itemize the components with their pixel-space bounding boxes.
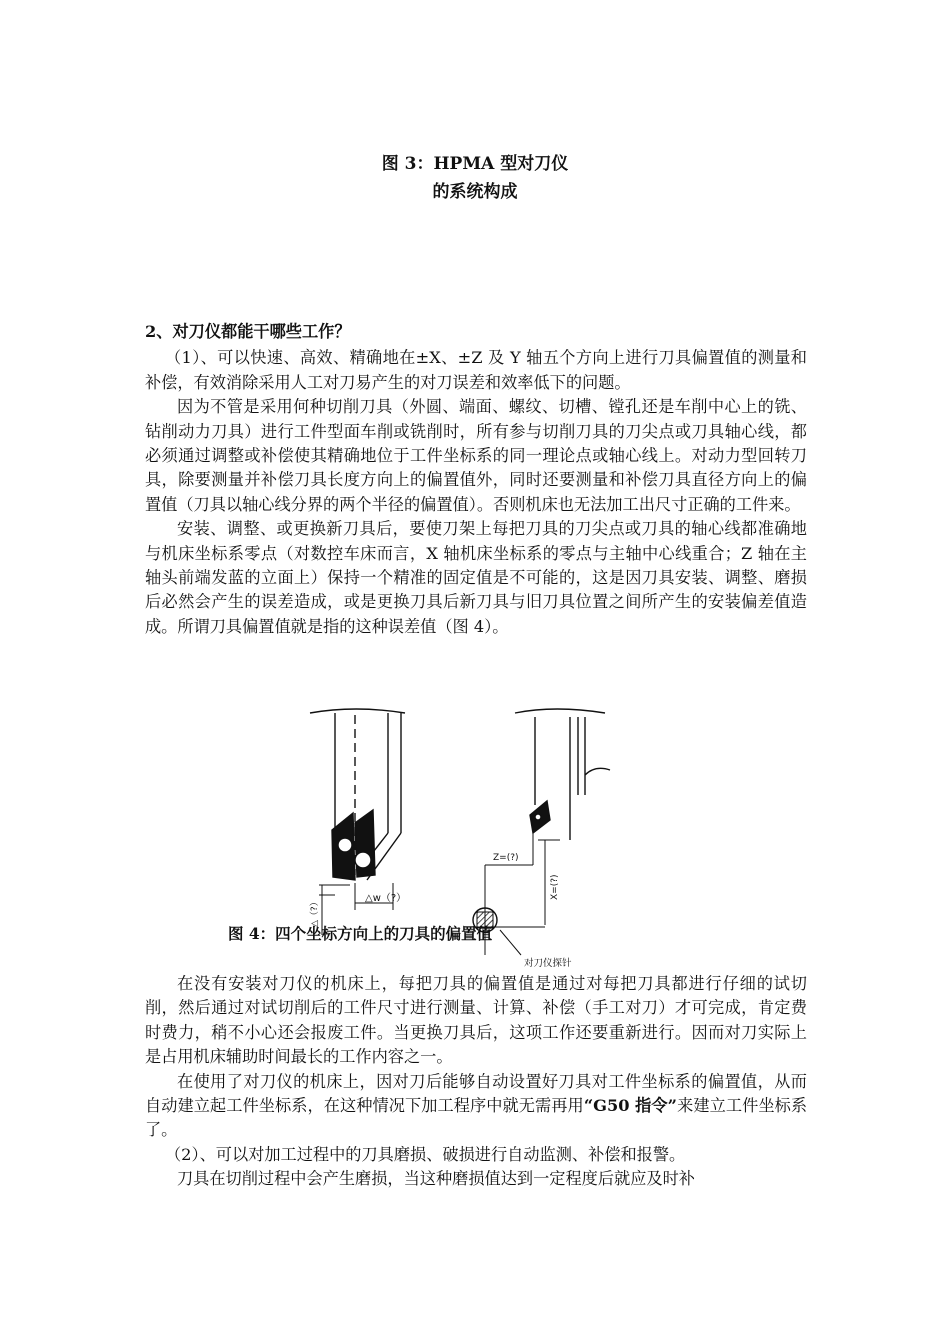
paragraph-1: 因为不管是采用何种切削刀具（外圆、端面、螺纹、切槽、镗孔还是车削中心上的铣、钻削动力刀具）进行工件型面车削或铣削时，所有参与切削刀具的刀尖点或刀具轴心线，都必须通过调整或补偿使其精确地位于工件坐标系的同一理论点或轴心线上。对动力型回转刀具，除要测量并补偿刀具长度方向上的偏置值外，同时还要测量和补偿刀具直径方向上的偏置值（刀具以轴心线分界的两个半径的偏置值）。否则机床也无法加工出尺寸正确的工件来。 <box>145 397 807 514</box>
section-heading: 2、对刀仪都能干哪些工作？ <box>145 322 351 341</box>
item-2: （2）、可以对加工过程中的刀具磨损、破损进行自动监测、补偿和报警。 <box>165 1144 686 1164</box>
probe-label: 对刀仪探针 <box>524 958 572 969</box>
item-1: （1）、可以快速、高效、精确地在±X、±Z 及 Y 轴五个方向上进行刀具偏置值的测量和补偿，有效消除采用人工对刀易产生的对刀误差和效率低下的问题。 <box>145 348 807 392</box>
figure3-caption-line1: 图 3：HPMA 型对刀仪 <box>381 154 569 174</box>
label-delta-left: △（?） <box>310 897 320 927</box>
paragraph-2: 安装、调整、或更换新刀具后，要使刀架上每把刀具的刀尖点或刀具的轴心线都准确地与机床坐标系零点（对数控车床而言，X 轴机床坐标系的零点与主轴中心线重合；Z 轴在主轴头前端发蓝的立面上）保持一个精准的固定值是不可能的，这是因刀具安装、调整、磨损后必然会产生的误差造成，或是更换刀具后新刀具与旧刀具位置之间所产生的安装偏差值造成。所谓刀具偏置值就是指的这种误差值（图 4）。 <box>145 519 807 636</box>
section-body <box>145 320 807 639</box>
label-delta-w: △w（?） <box>365 893 407 904</box>
figure4-caption: 图 4：四个坐标方向上的刀具的偏置值 <box>228 924 493 943</box>
paragraph-4 <box>145 1070 807 1143</box>
figure3-caption <box>0 150 950 206</box>
figure3-caption-line2: 的系统构成 <box>432 182 518 202</box>
paragraph-4-end: 来建立工件坐标系了。 <box>145 1096 808 1140</box>
paragraph-3: 在没有安装对刀仪的机床上，每把刀具的偏置值是通过对每把刀具都进行仔细的试切削，然后通过对试切削后的工件尺寸进行测量、计算、补偿（手工对刀）才可完成，肯定费时费力，稍不小心还会报废工件。当更换刀具后，这项工作还要重新进行。因而对刀实际上是占用机床辅助时间最长的工作内容之一。 <box>145 974 807 1067</box>
after-body <box>145 972 807 1192</box>
paragraph-4-bold: “G50 指令” <box>583 1096 677 1116</box>
label-x: X=(?) <box>550 874 560 900</box>
paragraph-5: 刀具在切削过程中会产生磨损，当这种磨损值达到一定程度后就应及时补 <box>177 1169 695 1189</box>
label-z: Z=(?) <box>493 853 519 863</box>
paragraph-4-start: 在使用了对刀仪的机床上，因对刀后能够自动设置好刀具对工件坐标系的偏置值，从而自动建立起工件坐标系，在这种情况下加工程序中就无需再用 <box>145 1071 807 1116</box>
